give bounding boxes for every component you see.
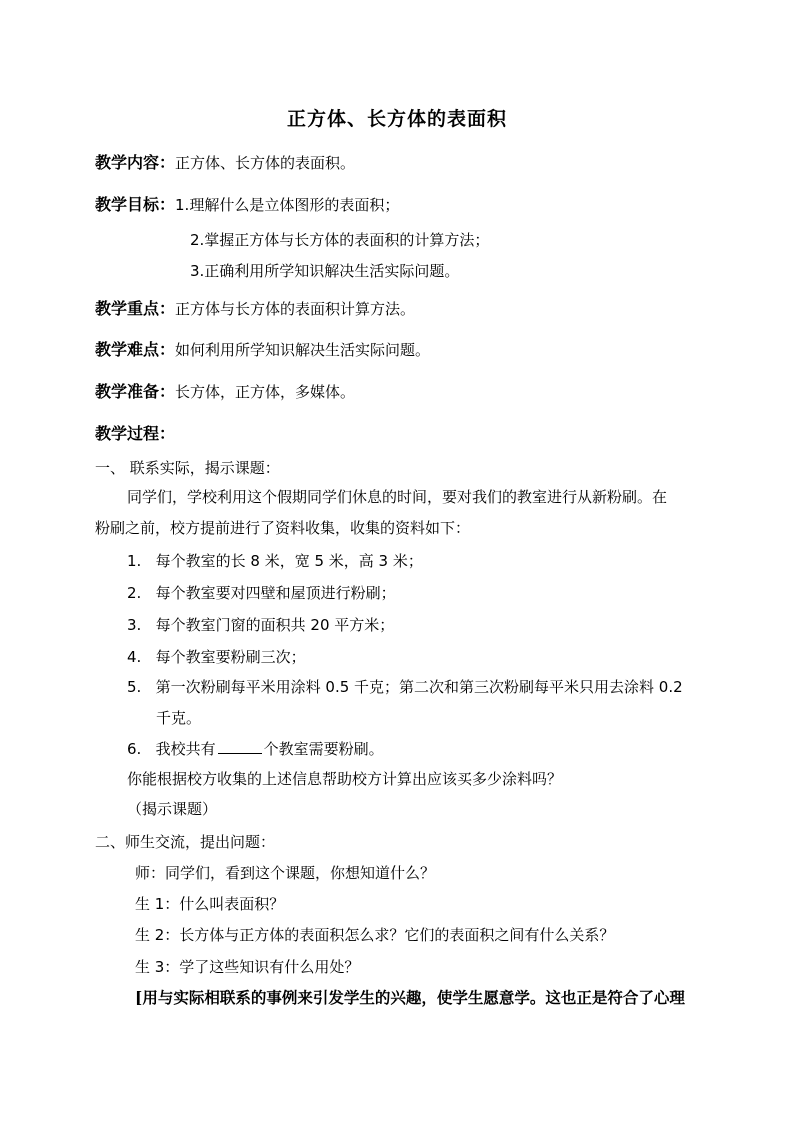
- difficulty-value: 如何利用所学知识解决生活实际问题。: [175, 341, 431, 359]
- list-item-text: 每个教室要对四壁和屋顶进行粉刷；: [155, 584, 396, 602]
- list-item-text: 每个教室门窗的面积共 20 平方米；: [155, 616, 395, 634]
- list-item-text: 每个教室要粉刷三次；: [155, 648, 306, 666]
- teaching-goals: [95, 192, 399, 215]
- section-1-intro-line-1: 同学们，学校利用这个假期同学们休息的时间，要对我们的教室进行从新粉刷。在: [127, 488, 668, 506]
- list-item-number: 6.: [127, 740, 142, 758]
- list-item-number: 3.: [127, 616, 142, 634]
- list-item: [127, 582, 396, 603]
- teaching-content-value: 正方体、长方体的表面积。: [175, 154, 356, 172]
- list-item-number: 1.: [127, 552, 142, 570]
- dialogue-line: 生 2：长方体与正方体的表面积怎么求？它们的表面积之间有什么关系？: [135, 926, 615, 944]
- section-1-intro-line-2: 粉刷之前，校方提前进行了资料收集，收集的资料如下：: [95, 519, 471, 537]
- key-point: [95, 296, 415, 319]
- difficulty: [95, 337, 430, 360]
- list-item: [127, 614, 394, 635]
- dialogue-line: 师：同学们，看到这个课题，你想知道什么？: [135, 864, 436, 882]
- section-1-question: 你能根据校方收集的上述信息帮助校方计算出应该买多少涂料吗？: [127, 770, 563, 788]
- teaching-goals-label: 教学目标：: [95, 195, 176, 214]
- list-item: [127, 738, 384, 759]
- document-title: 正方体、长方体的表面积: [286, 108, 507, 130]
- teaching-goal-1: 1.理解什么是立体图形的表面积；: [175, 196, 400, 214]
- teaching-goal-2: 2.掌握正方体与长方体的表面积的计算方法；: [190, 231, 490, 249]
- section-1-reveal: （揭示课题）: [127, 800, 218, 818]
- teaching-note: [用与实际相联系的事例来引发学生的兴趣，使学生愿意学。这也正是符合了心理: [135, 988, 685, 1007]
- list-item: [127, 676, 683, 697]
- section-2-heading: 二、师生交流，提出问题：: [95, 833, 276, 851]
- difficulty-label: 教学难点：: [95, 340, 176, 359]
- list-item-text-after: 个教室需要粉刷。: [263, 740, 384, 758]
- fill-in-blank: [218, 739, 262, 754]
- list-item: [127, 550, 423, 571]
- section-1-heading: 一、 联系实际，揭示课题：: [95, 459, 280, 477]
- dialogue-line: 生 1：什么叫表面积？: [135, 895, 285, 913]
- list-item-number: 5.: [127, 678, 142, 696]
- key-point-label: 教学重点：: [95, 299, 176, 318]
- teaching-process: [95, 421, 175, 444]
- teaching-content: [95, 150, 355, 173]
- preparation-label: 教学准备：: [95, 382, 176, 401]
- list-item-text-before: 我校共有: [155, 740, 216, 758]
- teaching-process-label: 教学过程：: [95, 424, 176, 443]
- key-point-value: 正方体与长方体的表面积计算方法。: [175, 300, 416, 318]
- teaching-goal-3: 3.正确利用所学知识解决生活实际问题。: [190, 262, 460, 280]
- list-item-continuation: 千克。: [156, 709, 202, 727]
- list-item-number: 4.: [127, 648, 142, 666]
- teaching-content-label: 教学内容：: [95, 153, 176, 172]
- preparation-value: 长方体，正方体，多媒体。: [175, 383, 356, 401]
- list-item: [127, 646, 306, 667]
- list-item-text: 第一次粉刷每平米用涂料 0.5 千克；第二次和第三次粉刷每平米只用去涂料 0.2: [155, 678, 683, 696]
- preparation: [95, 379, 355, 402]
- list-item-number: 2.: [127, 584, 142, 602]
- dialogue-line: 生 3：学了这些知识有什么用处？: [135, 958, 360, 976]
- list-item-text: 每个教室的长 8 米，宽 5 米，高 3 米；: [155, 552, 423, 570]
